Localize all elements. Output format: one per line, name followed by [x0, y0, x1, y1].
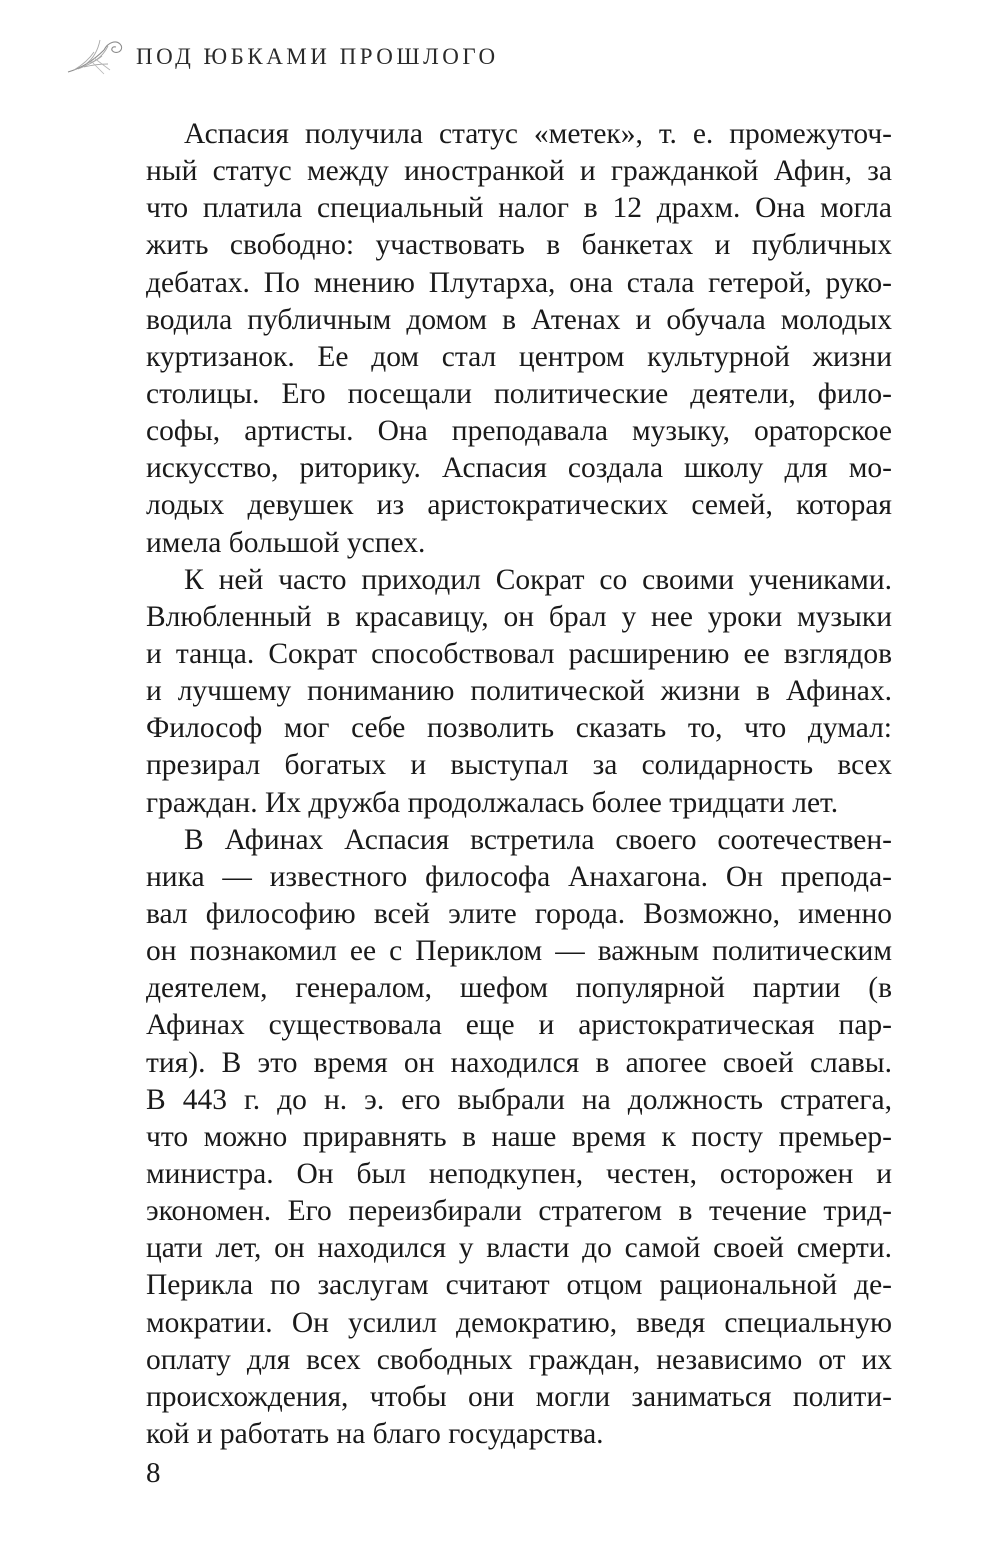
running-title: ПОД ЮБКАМИ ПРОШЛОГО [136, 44, 499, 69]
text-line: что можно приравнять в наше время к посту премьер- [146, 1120, 892, 1153]
text-line: тия). В это время он находился в апогее своей славы. [146, 1046, 892, 1079]
text-line: искусство, риторику. Аспасия создала школу для мо- [146, 452, 892, 485]
text-line: цати лет, он находился у власти до самой своей смерти. [146, 1232, 892, 1265]
text-line: В Афинах Аспасия встретила своего соотечествен- [184, 823, 892, 856]
feather-swirl-icon [64, 34, 130, 78]
text-line: оплату для всех свободных граждан, независимо от их [146, 1343, 892, 1376]
paragraph [146, 116, 892, 562]
text-line: граждан. Их дружба продолжалась более тридцати лет. [146, 786, 839, 819]
text-line: Аспасия получила статус «метек», т. е. промежуточ- [184, 118, 892, 150]
text-line: Влюбленный в красавицу, он брал у нее уроки музыки [146, 600, 892, 633]
text-line: водила публичным домом в Атенах и обучала молодых [146, 303, 892, 336]
text-line: министра. Он был неподкупен, честен, осторожен и [146, 1157, 892, 1190]
text-line: экономен. Его переизбирали стратегом в течение трид- [146, 1195, 892, 1228]
text-line: столицы. Его посещали политические деятели, фило- [146, 377, 892, 410]
text-line: Афинах существовала еще и аристократическая пар- [146, 1009, 892, 1042]
running-header [64, 34, 499, 78]
text-line: мократии. Он усилил демократию, введя специальную [146, 1306, 892, 1339]
paragraph [146, 822, 892, 1453]
text-line: имела большой успех. [146, 526, 426, 559]
text-line: ника — известного философа Анахагона. Он препода- [146, 860, 892, 893]
text-line: презирал богатых и выступал за солидарность всех [146, 749, 892, 782]
text-line: Философ мог себе позволить сказать то, что думал: [146, 712, 892, 745]
text-line: жить свободно: участвовать в банкетах и публичных [146, 229, 892, 262]
text-line: кой и работать на благо государства. [146, 1417, 604, 1450]
text-line: дебатах. По мнению Плутарха, она стала гетерой, руко- [146, 266, 892, 299]
text-line: софы, артисты. Она преподавала музыку, ораторское [146, 415, 892, 448]
text-line: и лучшему пониманию политической жизни в Афинах. [146, 675, 892, 708]
text-line: происхождения, чтобы они могли заниматься полити- [146, 1380, 892, 1413]
text-line: ный статус между иностранкой и гражданкой Афин, за [146, 155, 892, 188]
text-line: К ней часто приходил Сократ со своими учениками. [184, 563, 892, 596]
body-text [146, 116, 892, 1453]
text-line: вал философию всей элите города. Возможно, именно [146, 897, 892, 930]
text-line: лодых девушек из аристократических семей, которая [146, 489, 892, 522]
text-line: и танца. Сократ способствовал расширению ее взглядов [146, 637, 892, 670]
text-line: Перикла по заслугам считают отцом рациональной де- [146, 1269, 892, 1302]
text-line: что платила специальный налог в 12 драхм. Она могла [146, 192, 892, 225]
page-number: 8 [146, 1457, 161, 1489]
text-line: куртизанок. Ее дом стал центром культурной жизни [146, 340, 892, 373]
text-line: он познакомил ее с Периклом — важным политическим [146, 935, 892, 968]
text-line: деятелем, генералом, шефом популярной партии (в [146, 972, 892, 1005]
paragraph [146, 562, 892, 822]
text-line: В 443 г. до н. э. его выбрали на должность стратега, [146, 1083, 892, 1116]
